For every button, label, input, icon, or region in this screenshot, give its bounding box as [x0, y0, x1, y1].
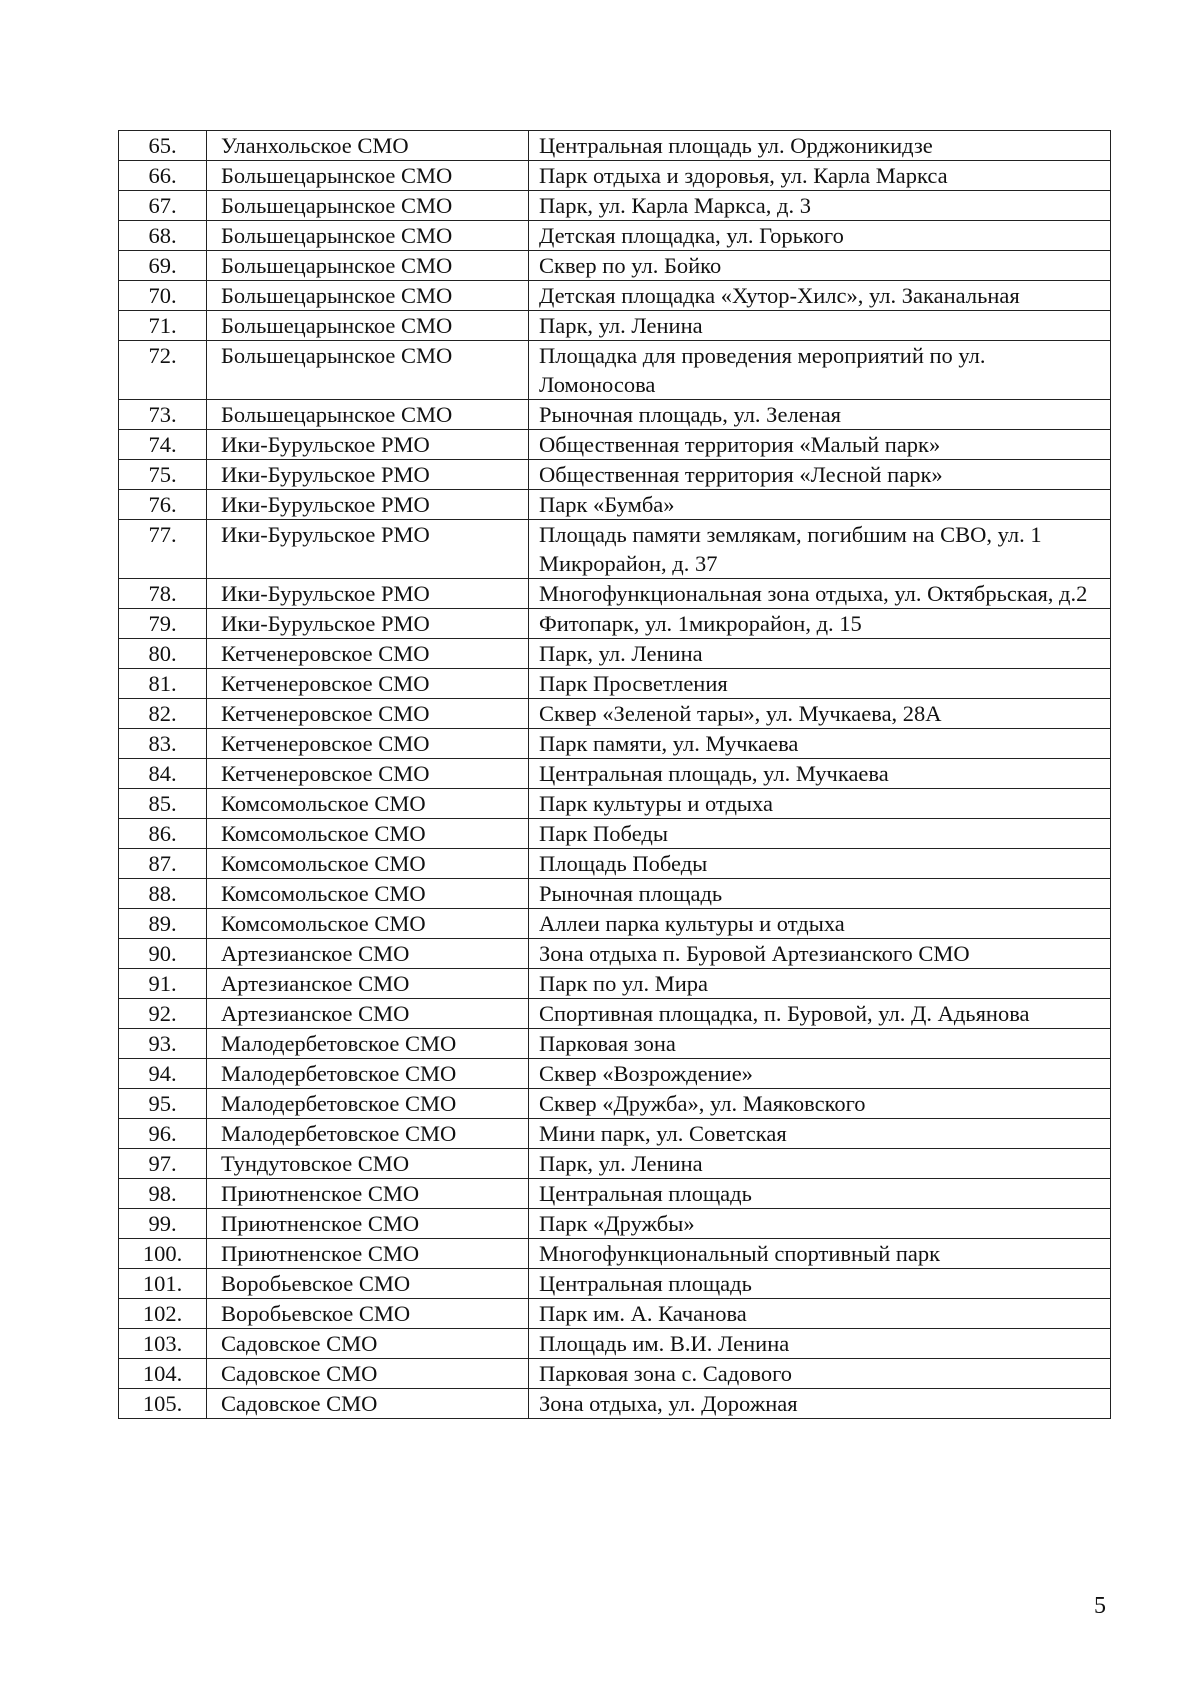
table-row: [119, 1089, 1111, 1119]
municipality-cell: Тундутовское СМО: [207, 1149, 529, 1179]
object-cell: Рыночная площадь, ул. Зеленая: [529, 400, 1111, 430]
row-number-cell: 80.: [119, 639, 207, 669]
row-number-cell: 74.: [119, 430, 207, 460]
table-row: [119, 579, 1111, 609]
object-cell: Площадка для проведения мероприятий по ул. Ломоносова: [529, 341, 1111, 400]
table-row: [119, 221, 1111, 251]
object-cell: Детская площадка «Хутор-Хилс», ул. Заканальная: [529, 281, 1111, 311]
object-cell: Парк им. А. Качанова: [529, 1299, 1111, 1329]
row-number-cell: 86.: [119, 819, 207, 849]
municipality-cell: Ики-Бурульское РМО: [207, 609, 529, 639]
row-number-cell: 71.: [119, 311, 207, 341]
row-number-cell: 67.: [119, 191, 207, 221]
row-number-cell: 88.: [119, 879, 207, 909]
object-cell: Зона отдыха, ул. Дорожная: [529, 1389, 1111, 1419]
municipality-cell: Артезианское СМО: [207, 939, 529, 969]
municipality-cell: Ики-Бурульское РМО: [207, 579, 529, 609]
object-cell: Парк, ул. Ленина: [529, 1149, 1111, 1179]
table-row: [119, 609, 1111, 639]
object-cell: Аллеи парка культуры и отдыха: [529, 909, 1111, 939]
table-row: [119, 161, 1111, 191]
object-cell: Парк, ул. Карла Маркса, д. 3: [529, 191, 1111, 221]
row-number-cell: 68.: [119, 221, 207, 251]
row-number-cell: 89.: [119, 909, 207, 939]
municipality-cell: Кетченеровское СМО: [207, 669, 529, 699]
municipality-cell: Воробьевское СМО: [207, 1269, 529, 1299]
table-row: [119, 999, 1111, 1029]
row-number-cell: 102.: [119, 1299, 207, 1329]
row-number-cell: 93.: [119, 1029, 207, 1059]
object-cell: Общественная территория «Лесной парк»: [529, 460, 1111, 490]
table-row: [119, 1239, 1111, 1269]
row-number-cell: 79.: [119, 609, 207, 639]
object-cell: Многофункциональная зона отдыха, ул. Октябрьская, д.2: [529, 579, 1111, 609]
table-row: [119, 1329, 1111, 1359]
row-number-cell: 98.: [119, 1179, 207, 1209]
row-number-cell: 69.: [119, 251, 207, 281]
table-row: [119, 191, 1111, 221]
object-cell: Парк отдыха и здоровья, ул. Карла Маркса: [529, 161, 1111, 191]
municipality-cell: Артезианское СМО: [207, 969, 529, 999]
table-row: [119, 939, 1111, 969]
row-number-cell: 72.: [119, 341, 207, 400]
table-row: [119, 819, 1111, 849]
row-number-cell: 96.: [119, 1119, 207, 1149]
municipality-cell: Садовское СМО: [207, 1359, 529, 1389]
table-row: [119, 1029, 1111, 1059]
object-cell: Парк культуры и отдыха: [529, 789, 1111, 819]
table-row: [119, 1209, 1111, 1239]
row-number-cell: 104.: [119, 1359, 207, 1389]
table-row: [119, 251, 1111, 281]
municipality-cell: Большецарынское СМО: [207, 311, 529, 341]
table-row: [119, 311, 1111, 341]
object-cell: Парк памяти, ул. Мучкаева: [529, 729, 1111, 759]
table-row: [119, 460, 1111, 490]
row-number-cell: 76.: [119, 490, 207, 520]
municipality-cell: Комсомольское СМО: [207, 819, 529, 849]
municipality-cell: Ики-Бурульское РМО: [207, 460, 529, 490]
object-cell: Центральная площадь: [529, 1269, 1111, 1299]
municipality-cell: Большецарынское СМО: [207, 251, 529, 281]
row-number-cell: 82.: [119, 699, 207, 729]
object-cell: Парк Победы: [529, 819, 1111, 849]
table-row: [119, 1359, 1111, 1389]
object-cell: Парковая зона с. Садового: [529, 1359, 1111, 1389]
object-cell: Фитопарк, ул. 1микрорайон, д. 15: [529, 609, 1111, 639]
row-number-cell: 90.: [119, 939, 207, 969]
municipality-cell: Комсомольское СМО: [207, 789, 529, 819]
object-cell: Парковая зона: [529, 1029, 1111, 1059]
municipality-cell: Малодербетовское СМО: [207, 1089, 529, 1119]
object-cell: Зона отдыха п. Буровой Артезианского СМО: [529, 939, 1111, 969]
row-number-cell: 105.: [119, 1389, 207, 1419]
row-number-cell: 95.: [119, 1089, 207, 1119]
table-row: [119, 131, 1111, 161]
row-number-cell: 66.: [119, 161, 207, 191]
table-row: [119, 969, 1111, 999]
object-cell: Парк «Бумба»: [529, 490, 1111, 520]
municipality-cell: Большецарынское СМО: [207, 341, 529, 400]
table-row: [119, 341, 1111, 400]
object-cell: Общественная территория «Малый парк»: [529, 430, 1111, 460]
municipality-cell: Малодербетовское СМО: [207, 1119, 529, 1149]
row-number-cell: 101.: [119, 1269, 207, 1299]
table-row: [119, 909, 1111, 939]
object-cell: Центральная площадь ул. Орджоникидзе: [529, 131, 1111, 161]
municipality-cell: Садовское СМО: [207, 1329, 529, 1359]
municipality-cell: Артезианское СМО: [207, 999, 529, 1029]
row-number-cell: 103.: [119, 1329, 207, 1359]
row-number-cell: 65.: [119, 131, 207, 161]
municipality-cell: Большецарынское СМО: [207, 161, 529, 191]
table-row: [119, 1179, 1111, 1209]
municipality-cell: Большецарынское СМО: [207, 400, 529, 430]
table-row: [119, 1389, 1111, 1419]
object-cell: Мини парк, ул. Советская: [529, 1119, 1111, 1149]
table-row: [119, 1299, 1111, 1329]
municipality-cell: Садовское СМО: [207, 1389, 529, 1419]
table-row: [119, 281, 1111, 311]
object-cell: Парк, ул. Ленина: [529, 311, 1111, 341]
row-number-cell: 83.: [119, 729, 207, 759]
municipality-cell: Комсомольское СМО: [207, 879, 529, 909]
municipality-cell: Большецарынское СМО: [207, 221, 529, 251]
table-row: [119, 520, 1111, 579]
row-number-cell: 70.: [119, 281, 207, 311]
page-number: 5: [1094, 1593, 1106, 1619]
row-number-cell: 99.: [119, 1209, 207, 1239]
table-row: [119, 1149, 1111, 1179]
municipality-cell: Комсомольское СМО: [207, 849, 529, 879]
row-number-cell: 100.: [119, 1239, 207, 1269]
row-number-cell: 78.: [119, 579, 207, 609]
row-number-cell: 87.: [119, 849, 207, 879]
object-cell: Детская площадка, ул. Горького: [529, 221, 1111, 251]
municipality-cell: Малодербетовское СМО: [207, 1029, 529, 1059]
table-row: [119, 400, 1111, 430]
row-number-cell: 92.: [119, 999, 207, 1029]
object-cell: Сквер «Возрождение»: [529, 1059, 1111, 1089]
municipality-cell: Комсомольское СМО: [207, 909, 529, 939]
object-cell: Парк Просветления: [529, 669, 1111, 699]
table-row: [119, 729, 1111, 759]
municipality-cell: Уланхольское СМО: [207, 131, 529, 161]
municipality-cell: Приютненское СМО: [207, 1209, 529, 1239]
row-number-cell: 81.: [119, 669, 207, 699]
row-number-cell: 77.: [119, 520, 207, 579]
object-cell: Площадь им. В.И. Ленина: [529, 1329, 1111, 1359]
row-number-cell: 73.: [119, 400, 207, 430]
municipality-cell: Приютненское СМО: [207, 1179, 529, 1209]
public-spaces-table: [118, 130, 1111, 1419]
row-number-cell: 75.: [119, 460, 207, 490]
table-row: [119, 1269, 1111, 1299]
table-row: [119, 639, 1111, 669]
object-cell: Сквер «Дружба», ул. Маяковского: [529, 1089, 1111, 1119]
object-cell: Площадь Победы: [529, 849, 1111, 879]
municipality-cell: Ики-Бурульское РМО: [207, 520, 529, 579]
table-row: [119, 1059, 1111, 1089]
table-row: [119, 849, 1111, 879]
object-cell: Площадь памяти землякам, погибшим на СВО, ул. 1 Микрорайон, д. 37: [529, 520, 1111, 579]
row-number-cell: 94.: [119, 1059, 207, 1089]
object-cell: Центральная площадь: [529, 1179, 1111, 1209]
object-cell: Рыночная площадь: [529, 879, 1111, 909]
municipality-cell: Ики-Бурульское РМО: [207, 490, 529, 520]
table-row: [119, 669, 1111, 699]
row-number-cell: 84.: [119, 759, 207, 789]
object-cell: Многофункциональный спортивный парк: [529, 1239, 1111, 1269]
municipality-cell: Воробьевское СМО: [207, 1299, 529, 1329]
object-cell: Парк, ул. Ленина: [529, 639, 1111, 669]
table-row: [119, 430, 1111, 460]
municipality-cell: Кетченеровское СМО: [207, 639, 529, 669]
row-number-cell: 91.: [119, 969, 207, 999]
row-number-cell: 85.: [119, 789, 207, 819]
table-row: [119, 759, 1111, 789]
municipality-cell: Приютненское СМО: [207, 1239, 529, 1269]
table-row: [119, 699, 1111, 729]
municipality-cell: Кетченеровское СМО: [207, 699, 529, 729]
table-row: [119, 879, 1111, 909]
table-row: [119, 1119, 1111, 1149]
municipality-cell: Ики-Бурульское РМО: [207, 430, 529, 460]
object-cell: Сквер по ул. Бойко: [529, 251, 1111, 281]
municipality-cell: Большецарынское СМО: [207, 281, 529, 311]
table-body: [119, 131, 1111, 1419]
table-row: [119, 789, 1111, 819]
object-cell: Спортивная площадка, п. Буровой, ул. Д. Адьянова: [529, 999, 1111, 1029]
municipality-cell: Малодербетовское СМО: [207, 1059, 529, 1089]
municipality-cell: Кетченеровское СМО: [207, 759, 529, 789]
object-cell: Парк «Дружбы»: [529, 1209, 1111, 1239]
object-cell: Сквер «Зеленой тары», ул. Мучкаева, 28А: [529, 699, 1111, 729]
object-cell: Центральная площадь, ул. Мучкаева: [529, 759, 1111, 789]
row-number-cell: 97.: [119, 1149, 207, 1179]
municipality-cell: Кетченеровское СМО: [207, 729, 529, 759]
municipality-cell: Большецарынское СМО: [207, 191, 529, 221]
object-cell: Парк по ул. Мира: [529, 969, 1111, 999]
table-row: [119, 490, 1111, 520]
